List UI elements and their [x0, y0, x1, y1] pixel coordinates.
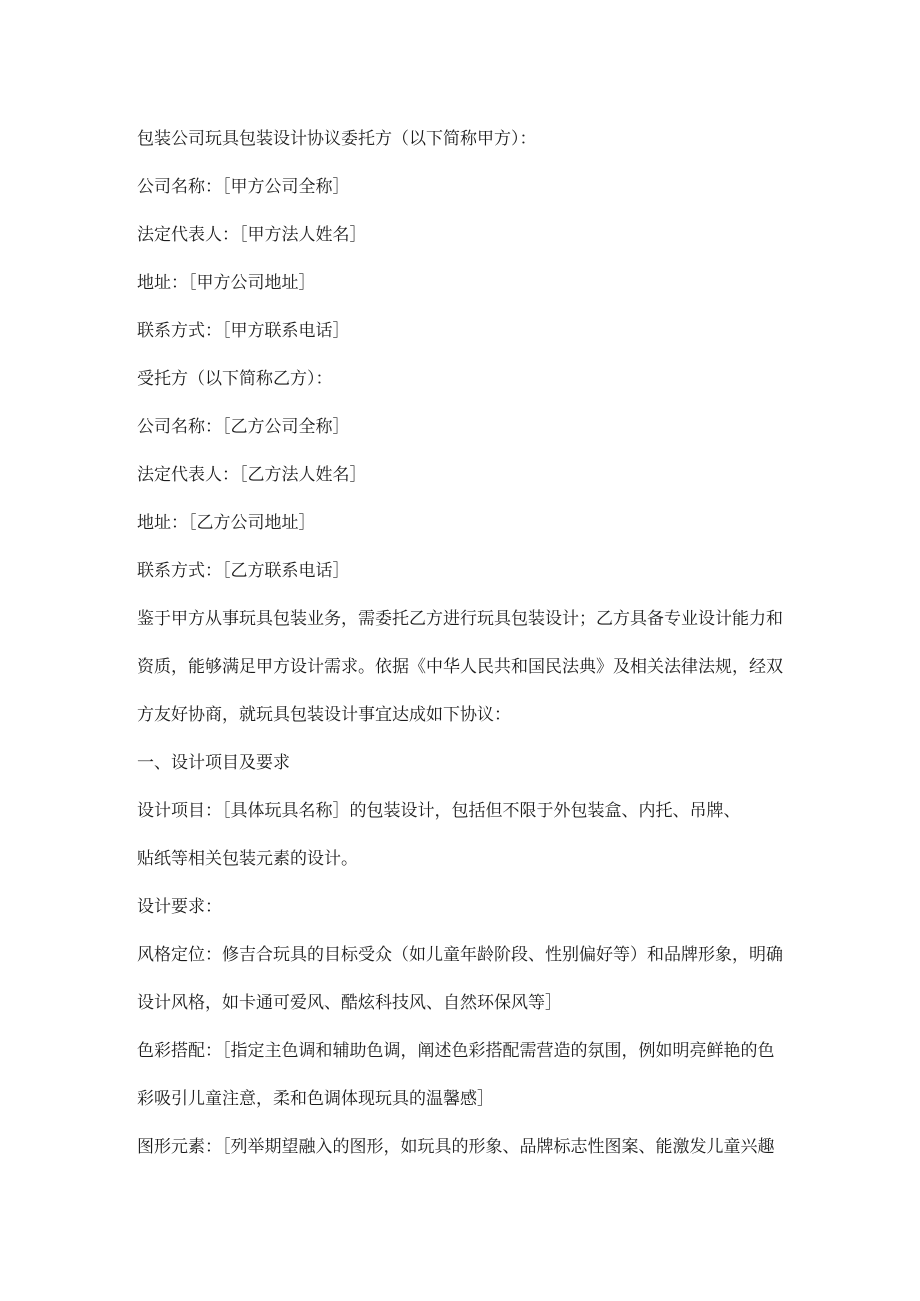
party-a-company-name: 公司名称：［甲方公司全称］	[137, 177, 350, 197]
color-matching-line-2: 彩吸引儿童注意，柔和色调体现玩具的温馨感］	[137, 1089, 494, 1109]
style-positioning-line-2: 设计风格，如卡通可爱风、酷炫科技风、自然环保风等］	[137, 993, 562, 1013]
design-project-line-2: 贴纸等相关包装元素的设计。	[137, 849, 358, 869]
party-b-contact: 联系方式：［乙方联系电话］	[137, 561, 350, 581]
preamble-line-1: 鉴于甲方从事玩具包装业务，需委托乙方进行玩具包装设计；乙方具备专业设计能力和	[137, 609, 783, 629]
design-requirements-label: 设计要求：	[137, 897, 222, 917]
design-project-line-1: 设计项目：［具体玩具名称］的包装设计，包括但不限于外包装盒、内托、吊牌、	[137, 801, 741, 821]
graphic-elements-line-1: 图形元素：［列举期望融入的图形，如玩具的形象、品牌标志性图案、能激发儿童兴趣	[137, 1137, 775, 1157]
party-a-legal-representative: 法定代表人：［甲方法人姓名］	[137, 225, 367, 245]
party-b-company-name: 公司名称：［乙方公司全称］	[137, 417, 350, 437]
style-positioning-line-1: 风格定位：修吉合玩具的目标受众（如儿童年龄阶段、性别偏好等）和品牌形象，明确	[137, 945, 783, 965]
party-b-legal-representative: 法定代表人：［乙方法人姓名］	[137, 465, 367, 485]
party-a-contact: 联系方式：［甲方联系电话］	[137, 321, 350, 341]
party-b-address: 地址：［乙方公司地址］	[137, 513, 316, 533]
party-b-heading: 受托方（以下简称乙方）：	[137, 369, 333, 389]
preamble-line-2: 资质，能够满足甲方设计需求。依据《中华人民共和国民法典》及相关法律法规，经双	[137, 657, 783, 677]
color-matching-line-1: 色彩搭配：［指定主色调和辅助色调，阐述色彩搭配需营造的氛围，例如明亮鲜艳的色	[137, 1041, 775, 1061]
section-heading-1: 一、设计项目及要求	[137, 753, 290, 773]
agreement-title-line: 包装公司玩具包装设计协议委托方（以下简称甲方）：	[137, 129, 537, 149]
party-a-address: 地址：［甲方公司地址］	[137, 273, 316, 293]
preamble-line-3: 方友好协商，就玩具包装设计事宜达成如下协议：	[137, 705, 511, 725]
document-body	[137, 127, 789, 1159]
